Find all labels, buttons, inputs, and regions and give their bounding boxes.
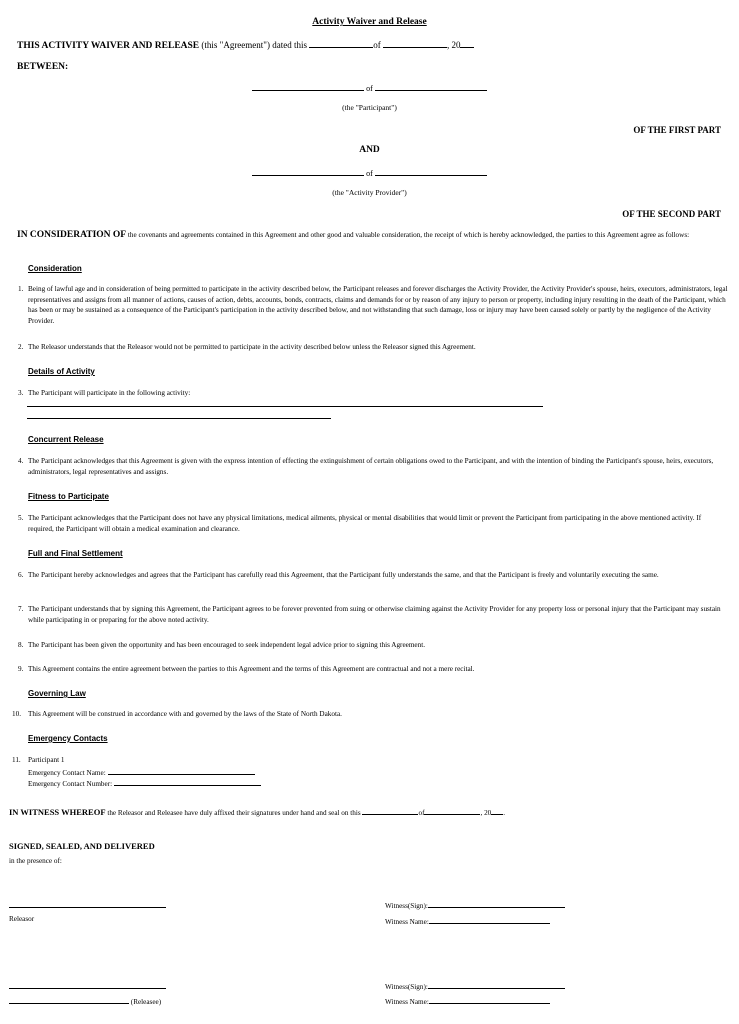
releasor-label: Releasor: [9, 915, 35, 923]
clause-number: 7.: [18, 605, 24, 613]
clause-text: The Participant hereby acknowledges and agrees that the Participant has carefully read this Agreement, that the Participant fully understands the same, and that the Participant is freely and voluntarily executing the same.: [28, 571, 659, 579]
intro-rest: (this "Agreement") dated this: [201, 40, 307, 50]
emergency-contact-name-row: [28, 766, 255, 777]
witness-1-sign-row: [385, 899, 565, 910]
clause-number: 4.: [18, 457, 24, 465]
clause-number: 11.: [12, 756, 21, 764]
heading-concurrent: Concurrent Release: [28, 435, 104, 444]
witness-2-sign-blank[interactable]: [428, 980, 565, 989]
second-part-label: OF THE SECOND PART: [622, 209, 721, 219]
emergency-contact-number-row: [28, 777, 261, 788]
witness-sign-label: Witness(Sign):: [385, 983, 428, 991]
witness-clause: [9, 806, 505, 817]
clause-2: [18, 342, 728, 353]
day-blank[interactable]: [309, 39, 373, 48]
clause-text: The Participant has been given the opportunity and has been encouraged to seek independent legal advice prior to signing this Agreement.: [28, 641, 425, 649]
participant-line: [0, 82, 739, 93]
clause-9: [18, 664, 728, 675]
between-label: BETWEEN:: [17, 62, 69, 72]
clause-text: The Participant acknowledges that the Participant does not have any physical limitations, medical ailments, physical or mental disabilities that would limit or prevent the Participant from participating in the above mentioned activity. If required, the Participant will obtain a medical examination and clearance.: [28, 514, 702, 533]
clause-number: 3.: [18, 389, 24, 397]
witness-of: of: [418, 809, 425, 817]
clause-3: [18, 388, 728, 399]
clause-6: [18, 570, 728, 581]
clause-text: Participant 1: [28, 756, 65, 764]
clause-number: 5.: [18, 514, 24, 522]
first-part-label: OF THE FIRST PART: [633, 125, 721, 135]
activity-line-1[interactable]: [27, 406, 543, 407]
and-label: AND: [359, 145, 380, 155]
clause-number: 1.: [18, 285, 24, 293]
consideration-rest: the covenants and agreements contained in this Agreement and other good and valuable consideration, the receipt of which is hereby acknowledged, the parties to this Agreement agree as follows:: [127, 231, 690, 239]
participant-name-blank[interactable]: [252, 82, 364, 91]
consideration-intro: [17, 230, 722, 241]
intro-bold: THIS ACTIVITY WAIVER AND RELEASE: [17, 41, 200, 51]
witness-day-blank[interactable]: [362, 806, 418, 815]
clause-number: 8.: [18, 641, 24, 649]
clause-text: The Participant will participate in the following activity:: [28, 389, 191, 397]
witness-sign-label: Witness(Sign):: [385, 902, 428, 910]
heading-consideration: Consideration: [28, 264, 82, 273]
clause-7: [18, 604, 728, 625]
clause-5: [18, 513, 728, 534]
clause-4: [18, 456, 728, 477]
participant-label: (the "Participant"): [342, 103, 397, 112]
document-title: Activity Waiver and Release: [312, 17, 427, 27]
witness-2-name-row: [385, 995, 550, 1006]
witness-month-blank[interactable]: [424, 806, 480, 815]
releasee-row: [9, 995, 161, 1006]
provider-name-blank[interactable]: [252, 167, 364, 176]
clause-10: [12, 709, 722, 720]
year-blank[interactable]: [460, 39, 474, 48]
witness-2-name-blank[interactable]: [429, 995, 550, 1004]
participant-address-blank[interactable]: [375, 82, 487, 91]
emergency-contact-number-label: Emergency Contact Number:: [28, 780, 113, 788]
witness-1-sign-blank[interactable]: [428, 899, 565, 908]
witness-name-label: Witness Name:: [385, 918, 429, 926]
participant-of: of: [366, 84, 373, 93]
heading-details: Details of Activity: [28, 367, 95, 376]
releasee-signature-line[interactable]: [9, 988, 166, 989]
signed-label: SIGNED, SEALED, AND DELIVERED: [9, 841, 155, 851]
emergency-contact-number-blank[interactable]: [114, 777, 261, 786]
witness-2-sign-row: [385, 980, 565, 991]
releasee-name-blank[interactable]: [9, 995, 129, 1004]
clause-text: This Agreement contains the entire agreement between the parties to this Agreement and the terms of this Agreement are contractual and not a mere recital.: [28, 665, 475, 673]
witness-1-name-row: [385, 915, 550, 926]
month-blank[interactable]: [383, 39, 447, 48]
releasee-label: (Releasee): [130, 998, 162, 1006]
witness-1-name-blank[interactable]: [429, 915, 550, 924]
witness-year-blank[interactable]: [491, 806, 506, 817]
clause-1: [18, 284, 728, 326]
emergency-contact-name-blank[interactable]: [108, 766, 255, 775]
clause-number: 6.: [18, 571, 24, 579]
witness-year-prefix: , 20: [480, 809, 492, 817]
provider-line: [0, 167, 739, 178]
clause-number: 9.: [18, 665, 24, 673]
witness-clause-rest: the Releasor and Releasee have duly affixed their signatures under hand and seal on this: [107, 809, 361, 817]
clause-11: [12, 755, 722, 766]
witness-clause-end: .: [503, 809, 506, 817]
clause-number: 10.: [12, 710, 21, 718]
provider-label: (the "Activity Provider"): [332, 188, 407, 197]
provider-of: of: [366, 169, 373, 178]
intro-year-prefix: , 20: [446, 40, 461, 50]
intro-of: of: [373, 40, 381, 50]
consideration-bold: IN CONSIDERATION OF: [17, 230, 127, 240]
presence-label: in the presence of:: [9, 857, 62, 865]
clause-text: The Participant understands that by signing this Agreement, the Participant agrees to be forever prevented from suing or otherwise claiming against the Activity Provider for any property loss or personal injury that the Participant may sustain while participating in or preparing for the above noted activity.: [28, 605, 721, 624]
heading-fitness: Fitness to Participate: [28, 492, 109, 501]
clause-text: Being of lawful age and in consideration of being permitted to participate in the activity described below, the Participant releases and forever discharges the Activity Provider, the Activity Provider's spouse, heirs, executors, administrators, legal representatives and assigns from all manner of actions, causes of action, debts, accounts, bonds, contracts, claims and demands for or by reason of any injury to person or property, including injury resulting in the death of the Participant, which has been or may be sustained as a consequence of the Participant's participation in the activity described below, and not withstanding that such damage, loss or injury may have been caused solely or partly by the negligence of the Activity Provider.: [28, 285, 728, 325]
clause-number: 2.: [18, 343, 24, 351]
emergency-contact-name-label: Emergency Contact Name:: [28, 769, 106, 777]
witness-name-label: Witness Name:: [385, 998, 429, 1006]
agreement-intro: [17, 39, 474, 51]
witness-clause-bold: IN WITNESS WHEREOF: [9, 807, 106, 817]
clause-text: The Releasor understands that the Releasor would not be permitted to participate in the activity described below unless the Releasor signed this Agreement.: [28, 343, 476, 351]
activity-line-2[interactable]: [27, 418, 331, 419]
heading-emergency: Emergency Contacts: [28, 734, 108, 743]
provider-address-blank[interactable]: [375, 167, 487, 176]
clause-8: [18, 640, 728, 651]
clause-text: The Participant acknowledges that this Agreement is given with the express intention of effecting the extinguishment of certain obligations owed to the Participant, and with the intention of binding the Participant's spouse, heirs, executors, administrators, legal representatives and assigns.: [28, 457, 714, 476]
releasor-signature-line[interactable]: [9, 907, 166, 908]
heading-settlement: Full and Final Settlement: [28, 549, 123, 558]
heading-governing: Governing Law: [28, 689, 86, 698]
clause-text: This Agreement will be construed in accordance with and governed by the laws of the State of North Dakota.: [28, 710, 342, 718]
